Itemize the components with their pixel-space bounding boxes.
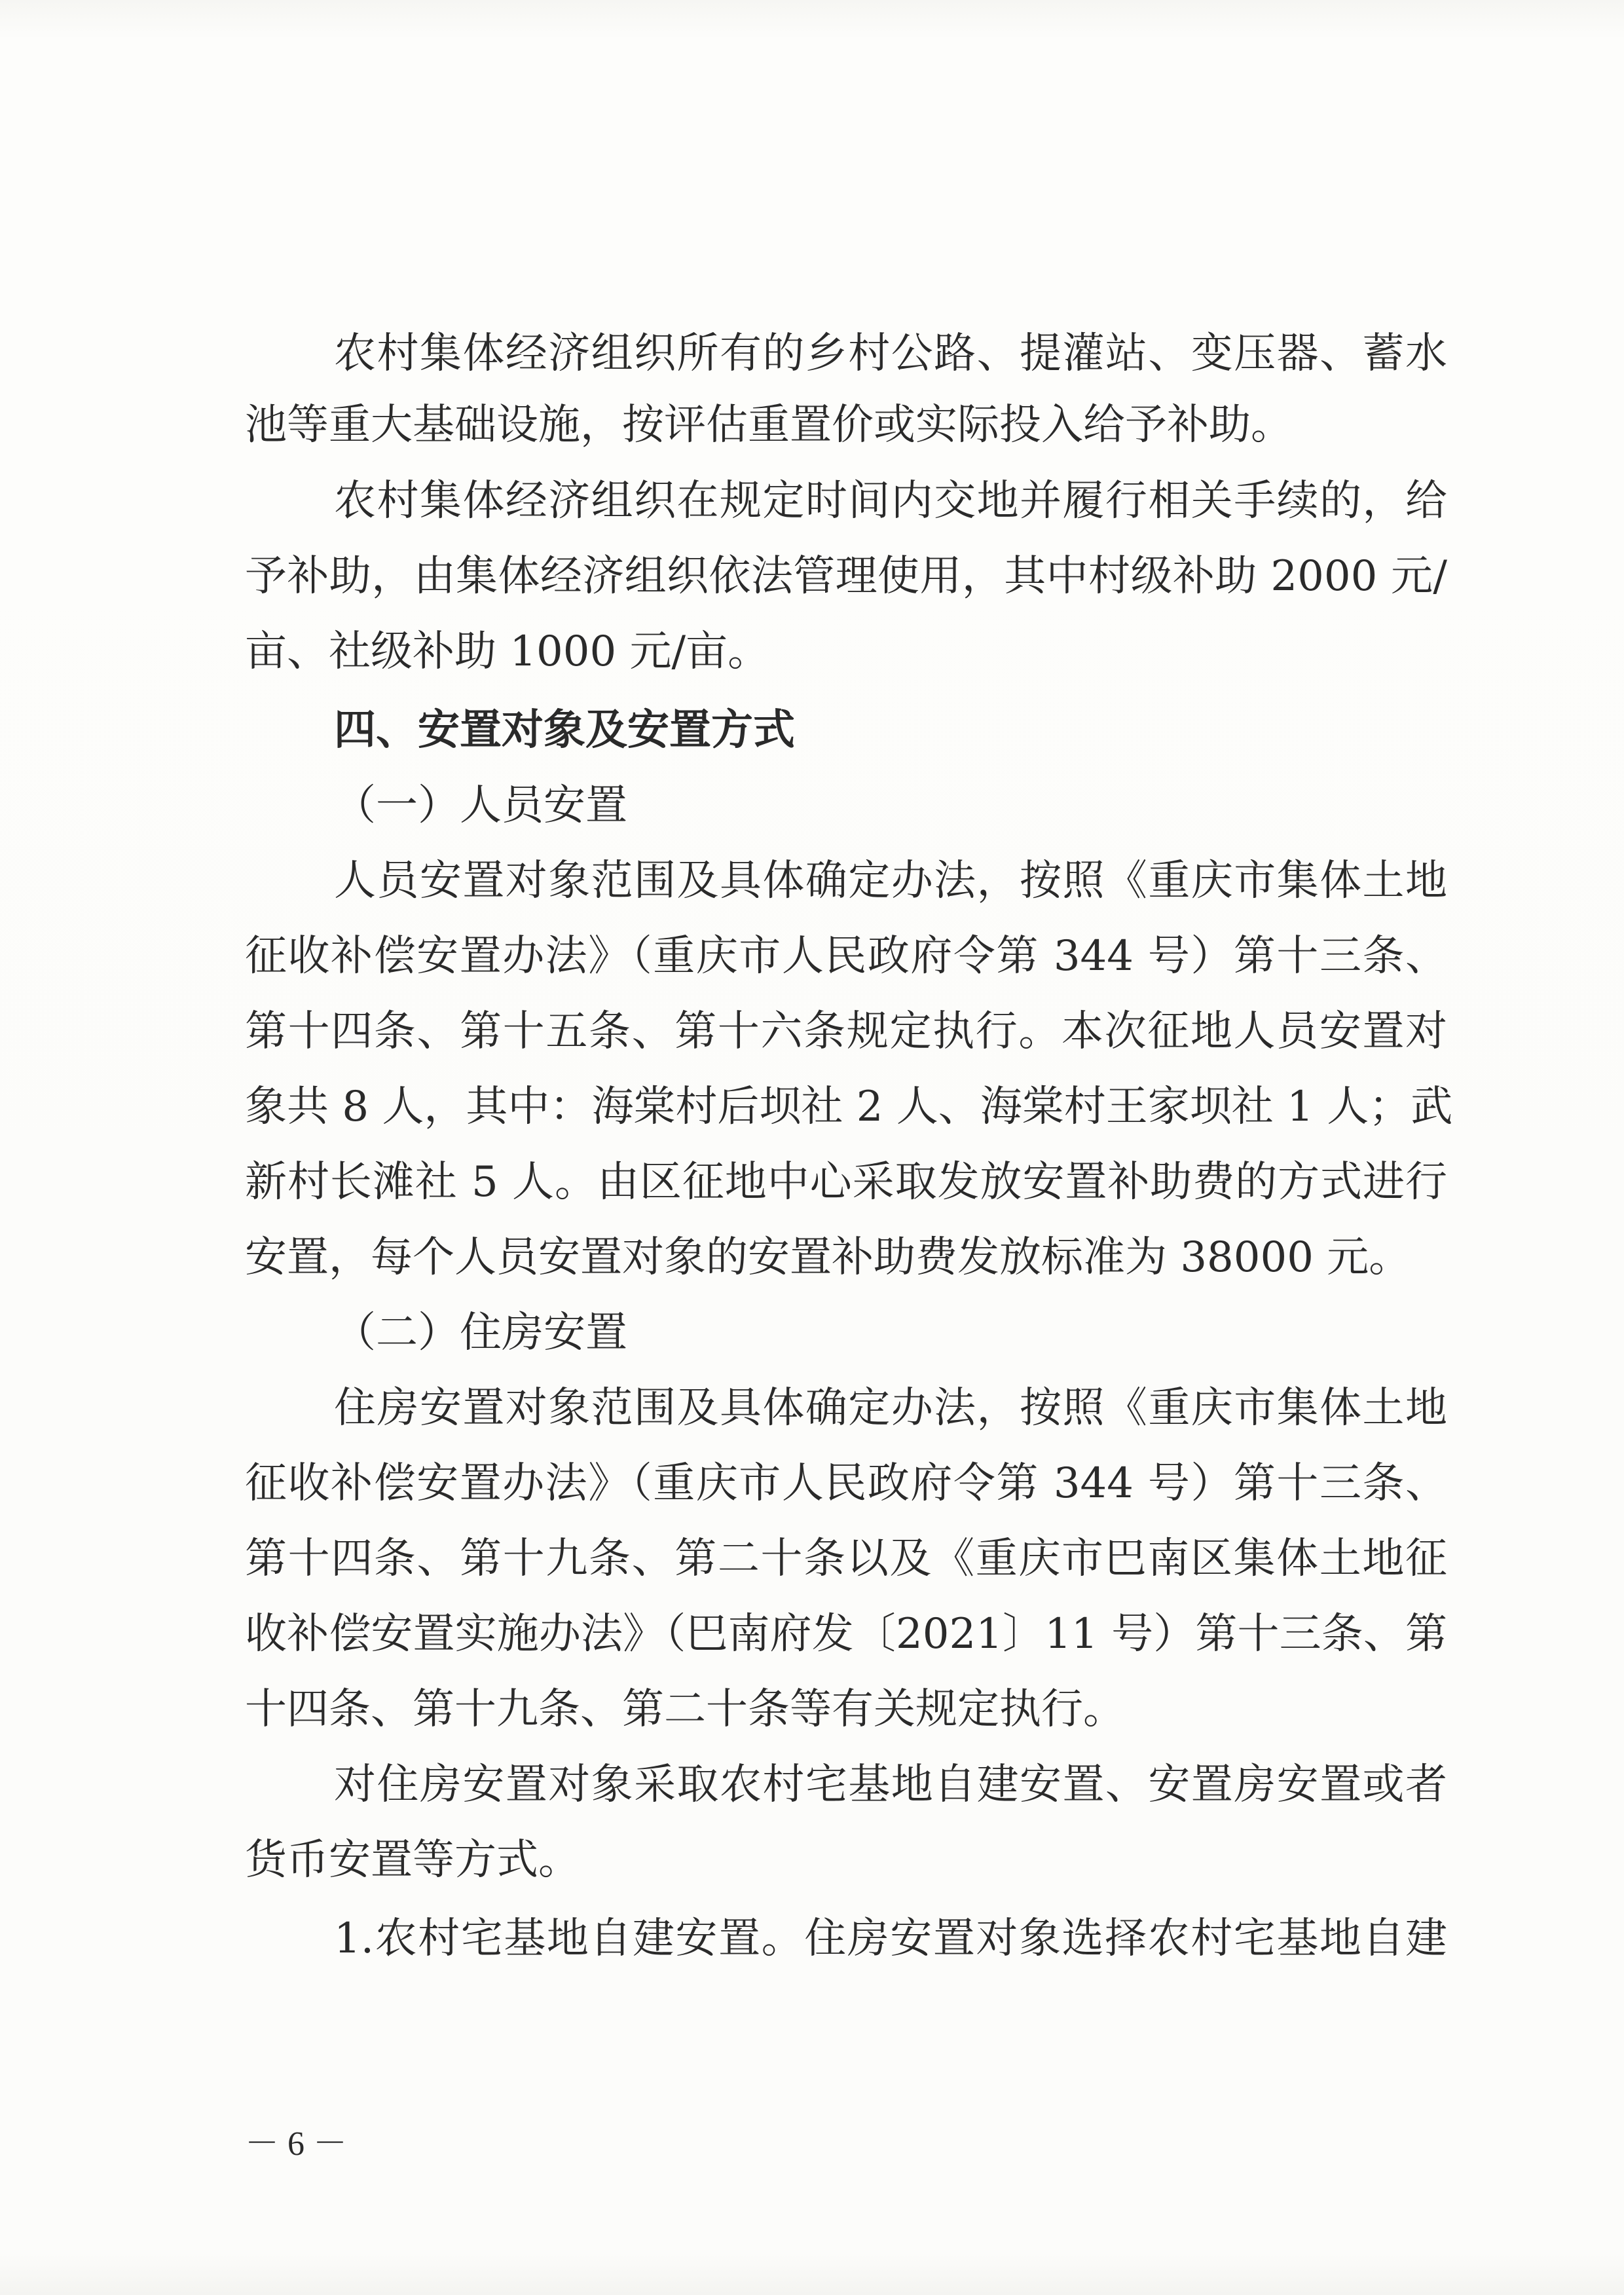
- paragraph-line: 予补助，由集体经济组织依法管理使用，其中村级补助 2000 元/: [245, 552, 1447, 601]
- page-number: － 6 －: [245, 2125, 348, 2163]
- paragraph-line: 象共 8 人，其中：海棠村后坝社 2 人、海棠村王家坝社 1 人；武: [245, 1083, 1453, 1131]
- paragraph-line: 征收补偿安置办法》（重庆市人民政府令第 344 号）第十三条、: [245, 1459, 1447, 1508]
- paragraph-line: 收补偿安置实施办法》（巴南府发〔2021〕11 号）第十三条、第: [245, 1610, 1447, 1658]
- paragraph-line: 池等重大基础设施，按评估重置价或实际投入给予补助。: [245, 401, 1293, 449]
- paragraph-line: 人员安置对象范围及具体确定办法，按照《重庆市集体土地: [334, 857, 1447, 905]
- subsection-heading: （一）人员安置: [334, 781, 627, 830]
- paragraph-line: 1.农村宅基地自建安置。住房安置对象选择农村宅基地自建: [334, 1914, 1447, 1963]
- paragraph-line: 农村集体经济组织在规定时间内交地并履行相关手续的，给: [334, 477, 1447, 525]
- paragraph-line: 第十四条、第十五条、第十六条规定执行。本次征地人员安置对: [245, 1007, 1447, 1056]
- paragraph-line: 农村集体经济组织所有的乡村公路、提灌站、变压器、蓄水: [334, 329, 1447, 378]
- paragraph-line: 征收补偿安置办法》（重庆市人民政府令第 344 号）第十三条、: [245, 932, 1447, 980]
- paragraph-line: 对住房安置对象采取农村宅基地自建安置、安置房安置或者: [334, 1761, 1447, 1809]
- paragraph-line: 十四条、第十九条、第二十条等有关规定执行。: [245, 1685, 1125, 1734]
- paragraph-line: 安置，每个人员安置对象的安置补助费发放标准为 38000 元。: [245, 1233, 1411, 1282]
- paragraph-line: 第十四条、第十九条、第二十条以及《重庆市巴南区集体土地征: [245, 1535, 1447, 1583]
- subsection-heading: （二）住房安置: [334, 1309, 627, 1357]
- section-heading: 四、安置对象及安置方式: [334, 705, 795, 755]
- paragraph-line: 货币安置等方式。: [245, 1836, 580, 1884]
- paragraph-line: 住房安置对象范围及具体确定办法，按照《重庆市集体土地: [334, 1384, 1447, 1432]
- paragraph-line: 亩、社级补助 1000 元/亩。: [245, 627, 770, 676]
- paragraph-line: 新村长滩社 5 人。由区征地中心采取发放安置补助费的方式进行: [245, 1158, 1447, 1206]
